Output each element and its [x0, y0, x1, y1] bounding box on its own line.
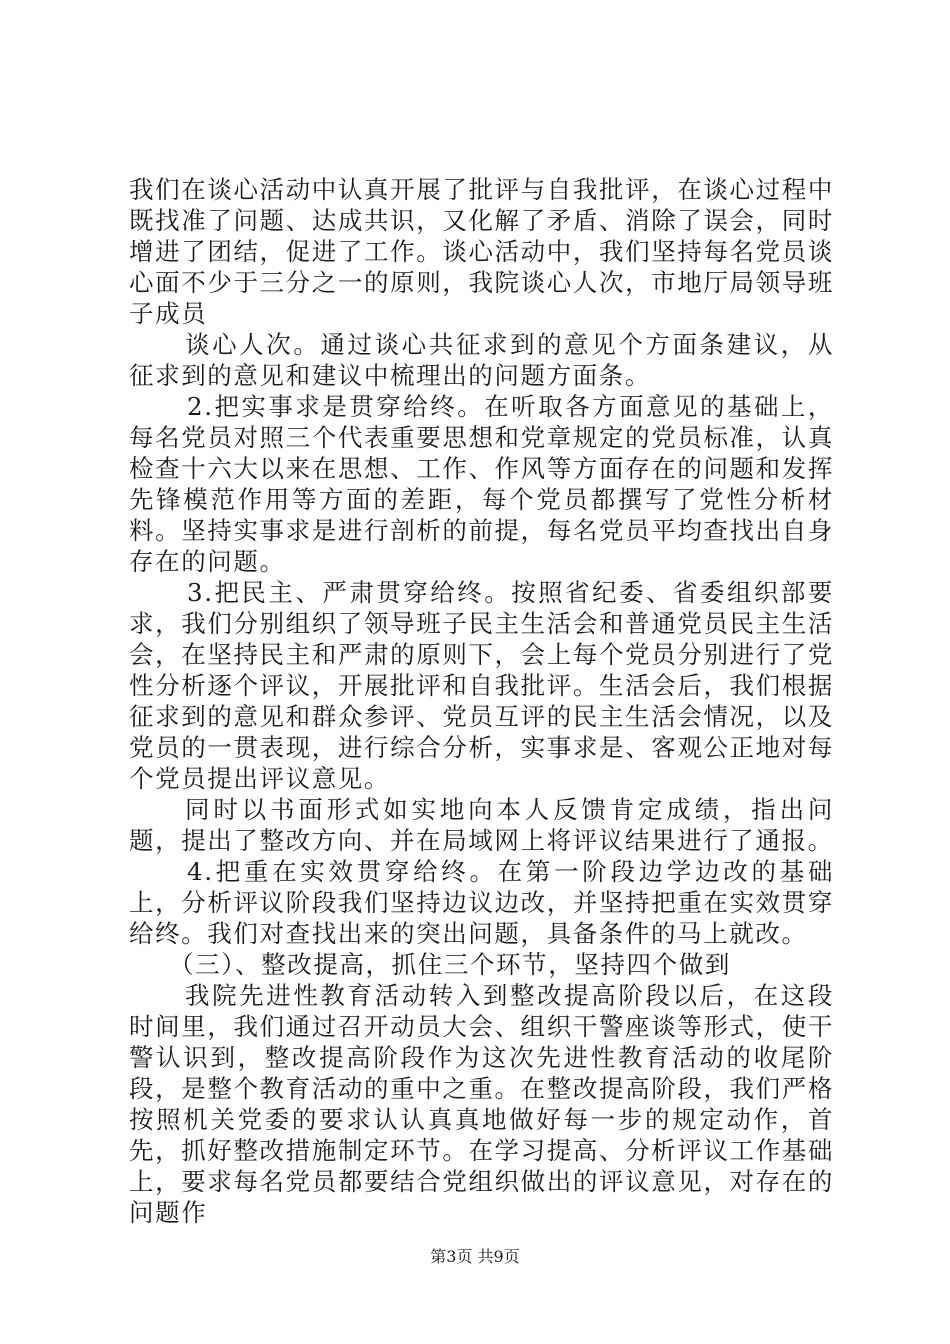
- paragraph-item-4: 4.把重在实效贯穿给终。在第一阶段边学边改的基础上，分析评议阶段我们坚持边议边改，并坚持把重在实效贯穿给终。我们对查找出来的突出问题，具备条件的马上就改。: [129, 857, 834, 948]
- paragraph-talk-activity: 我们在谈心活动中认真开展了批评与自我批评，在谈心过程中既找准了问题、达成共识，又化解了矛盾、消除了误会，同时增进了团结，促进了工作。谈心活动中，我们坚持每名党员谈心面不少于三分之一的原则，我院谈心人次，市地厅局领导班子成员: [129, 175, 834, 328]
- document-body: [129, 174, 834, 1228]
- paragraph-feedback: 同时以书面形式如实地向本人反馈肯定成绩，指出问题，提出了整改方向、并在局域网上将评议结果进行了通报。: [129, 795, 834, 855]
- paragraph-talk-count: 谈心人次。通过谈心共征求到的意见个方面条建议，从征求到的意见和建议中梳理出的问题方面条。: [129, 330, 834, 390]
- paragraph-item-3: 3.把民主、严肃贯穿给终。按照省纪委、省委组织部要求，我们分别组织了领导班子民主生活会和普通党员民主生活会，在坚持民主和严肃的原则下，会上每个党员分别进行了党性分析逐个评议，开展批评和自我批评。生活会后，我们根据征求到的意见和群众参评、党员互评的民主生活会情况，以及党员的一贯表现，进行综合分析，实事求是、客观公正地对每个党员提出评议意见。: [129, 578, 834, 793]
- paragraph-rectification: 我院先进性教育活动转入到整改提高阶段以后，在这段时间里，我们通过召开动员大会、组织干警座谈等形式，使干警认识到，整改提高阶段作为这次先进性教育活动的收尾阶段，是整个教育活动的重中之重。在整改提高阶段，我们严格按照机关党委的要求认认真真地做好每一步的规定动作，首先，抓好整改措施制定环节。在学习提高、分析评议工作基础上，要求每名党员都要结合党组织做出的评议意见，对存在的问题作: [129, 981, 834, 1227]
- page-footer: 第3页 共9页: [430, 1247, 520, 1266]
- section-heading-3: （三）、整改提高，抓住三个环节，坚持四个做到: [169, 950, 731, 979]
- paragraph-item-2: 2.把实事求是贯穿给终。在听取各方面意见的基础上，每名党员对照三个代表重要思想和党章规定的党员标准，认真检查十六大以来在思想、工作、作风等方面存在的问题和发挥先锋模范作用等方面的差距，每个党员都撰写了党性分析材料。坚持实事求是进行剖析的前提，每名党员平均查找出自身存在的问题。: [129, 392, 834, 576]
